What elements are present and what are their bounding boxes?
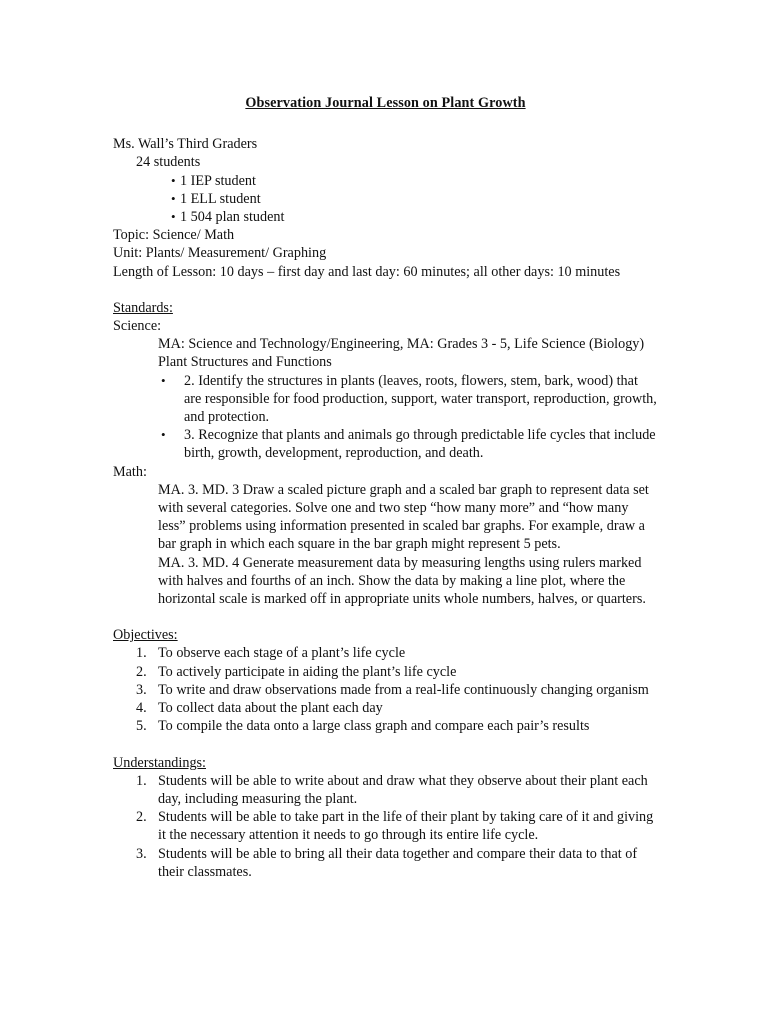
document-page [113, 94, 658, 881]
list-item [113, 190, 658, 208]
list-item [113, 663, 658, 681]
science-label: Science: [113, 318, 162, 335]
standards-heading: Standards: [113, 299, 173, 316]
math-standard-2: MA. 3. MD. 4 Generate measurement data by measuring lengths using rulers marked with halves and fourths of an inch. Show the data by making a line plot, where the horizontal scale is marked off in appropriate units whole numbers, halves, or quarters. [158, 554, 646, 608]
list-number: 5. [136, 718, 147, 735]
list-item [113, 208, 658, 226]
bullet-icon: • [161, 427, 166, 443]
list-item-text: Students will be able to bring all their data together and compare their data to that of their classmates. [158, 845, 638, 880]
math-standard-1: MA. 3. MD. 3 Draw a scaled picture graph and a scaled bar graph to represent data set with several categories. Solve one and two step “how many more” and “how many less” problems using information presented in scaled bar graphs. For example, draw a bar graph in which each square in the bar graph might represent 5 pets. [158, 481, 649, 553]
list-item [113, 717, 658, 735]
science-standards-list [113, 372, 658, 463]
list-number: 4. [136, 700, 147, 717]
list-item [113, 845, 658, 881]
list-item [113, 772, 658, 808]
list-item-text: To collect data about the plant each day [158, 700, 383, 717]
objectives-list [113, 644, 658, 735]
bullet-icon: • [171, 172, 176, 188]
list-item-text: To observe each stage of a plant’s life cycle [158, 645, 406, 662]
list-number: 2. [136, 663, 147, 680]
understandings-list [113, 772, 658, 881]
list-number: 1. [136, 772, 147, 789]
student-list [113, 172, 658, 227]
list-item-text: To actively participate in aiding the plant’s life cycle [158, 663, 457, 680]
list-item [113, 426, 658, 462]
list-item-text: Students will be able to write about and draw what they observe about their plant each day, including measuring the plant. [158, 772, 648, 807]
list-number: 3. [136, 681, 147, 698]
list-item [113, 681, 658, 699]
bullet-icon: • [171, 209, 176, 225]
science-standard: MA: Science and Technology/Engineering, MA: Grades 3 - 5, Life Science (Biology) Plant Structures and Functions [158, 336, 645, 371]
math-label: Math: [113, 463, 147, 480]
list-item-text: 2. Identify the structures in plants (leaves, roots, flowers, stem, bark, wood) that are responsible for food production, support, water transport, reproduction, growth, and protection. [184, 372, 657, 426]
bullet-icon: • [161, 372, 166, 388]
list-item-text: 3. Recognize that plants and animals go through predictable life cycles that include birth, growth, development, reproduction, and death. [184, 427, 656, 462]
list-item [113, 372, 658, 427]
list-item-text: To compile the data onto a large class graph and compare each pair’s results [158, 718, 590, 735]
list-item-text: 1 504 plan student [180, 209, 285, 226]
list-item-text: Students will be able to take part in the life of their plant by taking care of it and giving it the necessary attention it needs to go through its entire life cycle. [158, 809, 654, 844]
list-item [113, 808, 658, 844]
list-item-text: 1 IEP student [180, 172, 256, 189]
document-title: Observation Journal Lesson on Plant Growth [245, 95, 526, 111]
topic-line: Topic: Science/ Math [113, 227, 235, 244]
length-line: Length of Lesson: 10 days – first day and last day: 60 minutes; all other days: 10 minutes [113, 263, 621, 280]
student-count: 24 students [136, 154, 201, 171]
list-item [113, 172, 658, 190]
understandings-heading: Understandings: [113, 754, 206, 771]
list-number: 3. [136, 845, 147, 862]
objectives-heading: Objectives: [113, 627, 178, 644]
list-number: 2. [136, 809, 147, 826]
bullet-icon: • [171, 190, 176, 206]
list-item [113, 644, 658, 662]
list-number: 1. [136, 645, 147, 662]
list-item-text: 1 ELL student [180, 190, 261, 207]
class-name: Ms. Wall’s Third Graders [113, 136, 258, 153]
unit-line: Unit: Plants/ Measurement/ Graphing [113, 245, 327, 262]
list-item-text: To write and draw observations made from a real-life continuously changing organism [158, 681, 649, 698]
list-item [113, 699, 658, 717]
